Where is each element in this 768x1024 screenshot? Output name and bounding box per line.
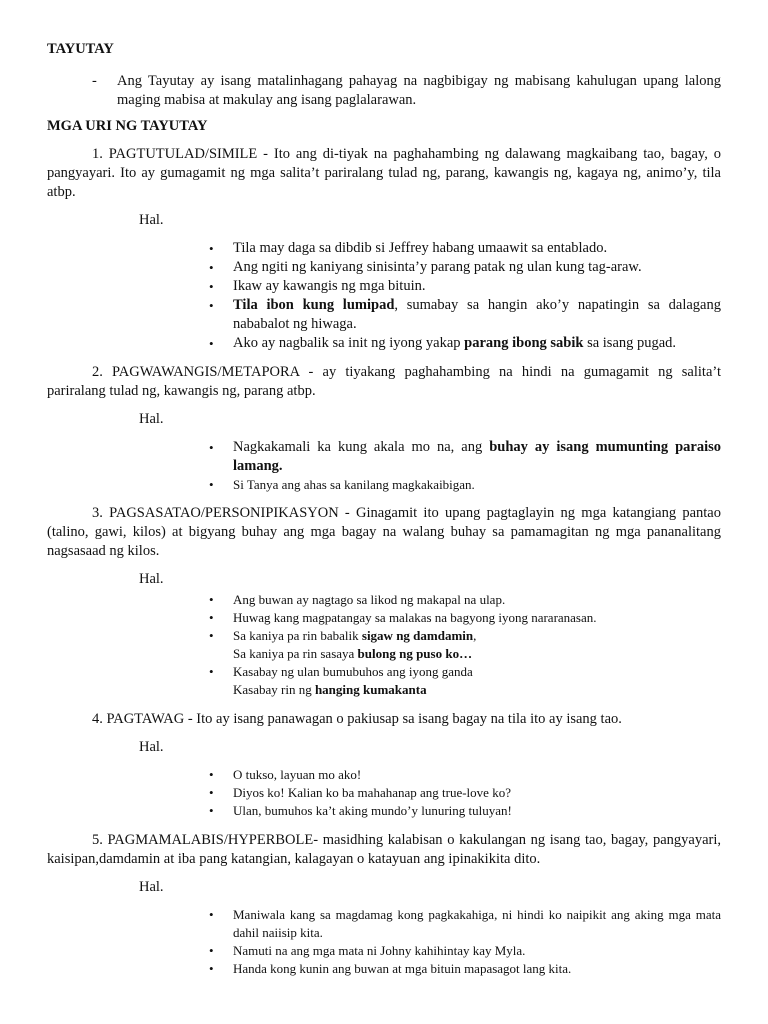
apostrophe-definition: 4. PAGTAWAG - Ito ay isang panawagan o pakiusap sa isang bagay na tila ito ay isang tao. bbox=[92, 711, 622, 727]
bullet-icon: • bbox=[209, 260, 214, 275]
simile-examples bbox=[47, 239, 721, 353]
metaphor-examples bbox=[47, 438, 721, 494]
example-label: Hal. bbox=[139, 411, 164, 427]
list-item: • Namuti na ang mga mata ni Johny kahihintay kay Myla. bbox=[209, 943, 526, 958]
personification-definition: 3. PAGSASATAO/PERSONIPIKASYON - Ginagamit ito upang pagtaglayin ng mga katangiang pantao (talino, gawi, kilos) at bigyang buhay ang mga bagay na walang buhay sa pamamagitan ng mga pananalitang nagsasaad ng kilos. bbox=[47, 505, 721, 559]
simile-definition: 1. PAGTUTULAD/SIMILE - Ito ang di-tiyak na paghahambing ng dalawang magkaibang tao, bagay, o pangyayari. Ito ay gumagamit ng mga salita’t pariralang tulad ng, parang, kawangis ng, kagaya ng, animo’y, tila atbp. bbox=[47, 146, 721, 200]
bullet-icon: • bbox=[209, 440, 214, 455]
intro-item bbox=[47, 72, 721, 110]
bullet-icon: • bbox=[209, 907, 214, 922]
bullet-icon: • bbox=[209, 477, 214, 492]
dash-marker: - bbox=[92, 73, 97, 89]
list-item: • Diyos ko! Kalian ko ba mahahanap ang true-love ko? bbox=[209, 785, 511, 800]
bullet-icon: • bbox=[209, 336, 214, 351]
bullet-icon: • bbox=[209, 298, 214, 313]
bullet-icon: • bbox=[209, 628, 214, 643]
list-item: • Handa kong kunin ang buwan at mga bituin mapasagot lang kita. bbox=[209, 961, 572, 976]
hyperbole-examples bbox=[47, 906, 721, 978]
example-label: Hal. bbox=[139, 571, 164, 587]
list-item: • Nagkakamali ka kung akala mo na, ang buhay ay isang mumunting paraiso lamang. bbox=[209, 439, 721, 474]
types-heading: MGA URI NG TAYUTAY bbox=[47, 118, 208, 134]
list-item: • Kasabay ng ulan bumubuhos ang iyong ganda Kasabay rin ng hanging kumakanta bbox=[209, 664, 473, 697]
example-label: Hal. bbox=[139, 212, 164, 228]
list-item: • Ang ngiti ng kaniyang sinisinta’y parang patak ng ulan kung tag-araw. bbox=[209, 259, 642, 275]
bullet-icon: • bbox=[209, 767, 214, 782]
apostrophe-examples bbox=[47, 766, 721, 820]
list-item: • Ikaw ay kawangis ng mga bituin. bbox=[209, 278, 426, 294]
document-title: TAYUTAY bbox=[47, 41, 114, 57]
metaphor-definition: 2. PAGWAWANGIS/METAPORA - ay tiyakang paghahambing na hindi na gumagamit ng salita’t pariralang tulad ng, kawangis ng, parang atbp. bbox=[47, 364, 721, 399]
list-item: • O tukso, layuan mo ako! bbox=[209, 767, 362, 782]
bullet-icon: • bbox=[209, 241, 214, 256]
hyperbole-definition: 5. PAGMAMALABIS/HYPERBOLE- masidhing kalabisan o kakulangan ng isang tao, bagay, pangyayari, kaisipan,damdamin at iba pang katangian, kalagayan o katayuan ang ipinakikita dito. bbox=[47, 832, 721, 867]
bullet-icon: • bbox=[209, 592, 214, 607]
example-label: Hal. bbox=[139, 739, 164, 755]
bullet-icon: • bbox=[209, 961, 214, 976]
bullet-icon: • bbox=[209, 664, 214, 679]
personification-examples bbox=[47, 591, 721, 699]
list-item: • Huwag kang magpatangay sa malakas na bagyong iyong nararanasan. bbox=[209, 610, 597, 625]
list-item: • Tila ibon kung lumipad, sumabay sa hangin ako’y napatingin sa dalagang nababalot ng hiwaga. bbox=[209, 297, 721, 332]
document-page bbox=[47, 40, 721, 978]
list-item: • Ulan, bumuhos ka’t aking mundo’y lunuring tuluyan! bbox=[209, 803, 512, 818]
bullet-icon: • bbox=[209, 785, 214, 800]
list-item: • Tila may daga sa dibdib si Jeffrey habang umaawit sa entablado. bbox=[209, 240, 608, 256]
bullet-icon: • bbox=[209, 610, 214, 625]
bullet-icon: • bbox=[209, 279, 214, 294]
list-item: • Ako ay nagbalik sa init ng iyong yakap parang ibong sabik sa isang pugad. bbox=[209, 335, 677, 351]
example-label: Hal. bbox=[139, 879, 164, 895]
list-item: • Ang buwan ay nagtago sa likod ng makapal na ulap. bbox=[209, 592, 506, 607]
bullet-icon: • bbox=[209, 943, 214, 958]
list-item: • Sa kaniya pa rin babalik sigaw ng damdamin, Sa kaniya pa rin sasaya bulong ng puso ko… bbox=[209, 628, 477, 661]
list-item: • Si Tanya ang ahas sa kanilang magkakaibigan. bbox=[209, 477, 475, 492]
bullet-icon: • bbox=[209, 803, 214, 818]
intro-text: Ang Tayutay ay isang matalinhagang pahayag na nagbibigay ng mabisang kahulugan upang lalong maging mabisa at makulay ang isang paglalarawan. bbox=[117, 73, 721, 108]
list-item: • Maniwala kang sa magdamag kong pagkakahiga, ni hindi ko naipikit ang aking mga mata dahil naiisip kita. bbox=[209, 907, 721, 940]
